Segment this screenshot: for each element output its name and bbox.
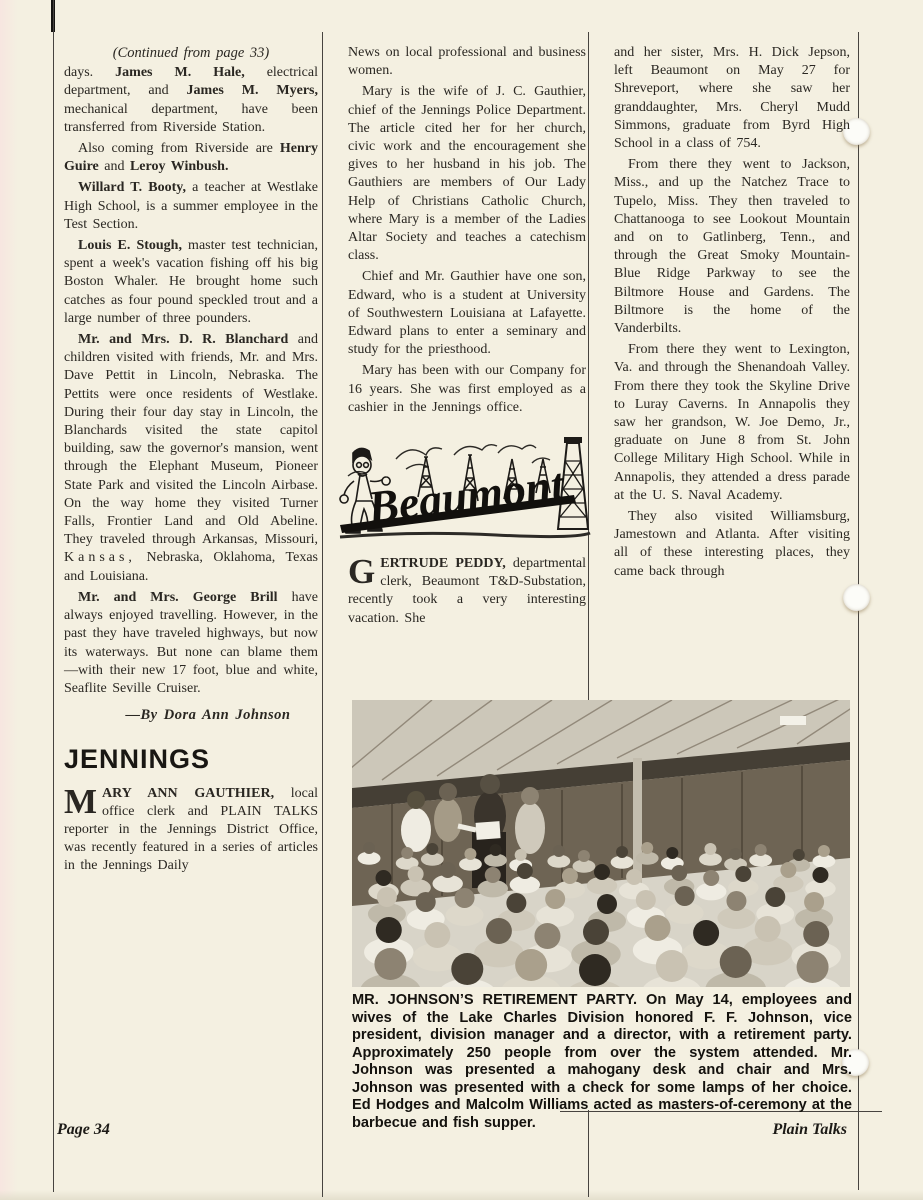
para-block: Louis E. Stough, master test technician, spent a week's vacation fishing off his big Boston Whaler. He brought home such catches as four pound speckled trout and a large number of three pounders. — [64, 238, 318, 326]
column-2-articles — [348, 44, 586, 417]
publication-name: Plain Talks — [772, 1121, 847, 1138]
section-heading: JENNINGS — [64, 744, 211, 775]
column-3 — [614, 44, 850, 584]
para-block: Willard T. Booty, a teacher at Westlake High School, is a summer employee in the Test Section. — [64, 180, 318, 232]
para-block: Mr. and Mrs. D. R. Blanchard and children visited with friends, Mr. and Mrs. Dave Pettit in Lincoln, Nebraska. The Pettits were once residents of Westlake. During their four day stay in Lincoln, the Blanchards visited the state capitol building, saw the governor's mansion, went through the Elephant Museum, Pioneer State Park and visited the Lincoln Airbase. On the way home they visited Turner Falls, Frontier Land and Old Abeline. They traveled through Arkansas, Missouri, Kansas, Nebraska, Oklahoma, Texas and Louisiana. — [64, 332, 319, 584]
column-2 — [348, 44, 586, 631]
beaumont-logo-text: Beaumont — [365, 458, 567, 533]
dropcap-block: GERTRUDE PEDDY, departmental clerk, Beaumont T&D-Substation, recently took a very interesting vacation. She — [348, 552, 586, 626]
drop-cap: G — [348, 552, 376, 592]
para-block: From there they went to Lexington, Va. and through the Shenandoah Valley. From there they took the Skyline Drive to Luray Caverns. In Annapolis they saw her grandson, W. Joe Demo, Jr., graduate on June 8 from St. John College Military High School. While in Annapolis, they attended a dress parade at the U. S. Naval Academy. — [614, 342, 850, 503]
binder-hole — [843, 584, 870, 611]
column-1 — [64, 44, 318, 879]
para-block: Mary is the wife of J. C. Gauthier, chief of the Jennings Police Department. The article cited her for her church, civic work and the encouragement she gives to her husband in his job. The Gauthiers are members of Our Lady Help of Christians Catholic Church, where Mary is a member of the Ladies Altar Society and teaches a catechism class. — [348, 84, 586, 264]
column-divider-1 — [322, 32, 323, 1197]
beaumont-logo — [336, 429, 592, 547]
para-block: From there they went to Jackson, Miss., and up the Natchez Trace to Tupelo, Miss. They then traveled to Chattanooga to see Lookout Mountain and on to Gatlinberg, Tenn., and through the Great Smoky Mountain-Blue Ridge Parkway to see the Biltmore House and Gardens. The Biltmore is the home of the Vanderbilts. — [614, 157, 850, 337]
photo-caption: MR. JOHNSON’S RETIREMENT PARTY. On May 14, employees and wives of the Lake Charles Division honored F. F. Johnson, vice president, division manager and a director, with a retirement party. Approximately 250 people from over the system attended. Mr. Johnson was presented a mahogany desk and chair and Mrs. Johnson was presented with a check for some lamps of her choice. Ed Hodges and Malcolm Williams acted as masters-of-ceremony at the barbecue and fish supper. — [352, 992, 852, 1131]
drop-cap: M — [64, 781, 98, 821]
para-block: Chief and Mr. Gauthier have one son, Edward, who is a student at University of Southwestern Louisiana at Lafayette. Edward plans to enter a seminary and study for the priesthood. — [348, 269, 586, 358]
para-block: Mary has been with our Company for 16 years. She was first employed as a cashier in the Jennings office. — [348, 363, 586, 415]
left-page-rule — [53, 0, 54, 1192]
right-page-rule — [858, 32, 859, 1190]
para-block: days. James M. Hale, electrical department, and James M. Myers, mechanical department, have been transferred from Riverside Station. — [64, 65, 318, 135]
light-fixture — [780, 716, 806, 725]
para-block: They also visited Williamsburg, Jamestown and Atlanta. After visiting all of these interesting places, they came back through — [614, 509, 850, 579]
para-block: News on local professional and business women. — [348, 45, 586, 79]
para-block: Also coming from Riverside are Henry Guire and Leroy Winbush. — [64, 141, 318, 175]
page-bottom-shading — [0, 1190, 923, 1200]
column-divider-2 — [588, 32, 589, 700]
byline-block: —By Dora Ann Johnson — [125, 707, 291, 724]
ground-line — [340, 533, 590, 537]
continued-block: (Continued from page 33) — [112, 45, 270, 61]
dropcap-block: MARY ANN GAUTHIER, local office clerk and PLAIN TALKS reporter in the Jennings District Office, was recently featured in a series of articles in the Jennings Daily — [64, 781, 318, 874]
column-2-articles-continued — [348, 552, 586, 628]
page-edge-shading — [0, 0, 18, 1200]
para-block: and her sister, Mrs. H. Dick Jepson, left Beaumont on May 27 for Shreveport, where she saw her granddaughter, Mrs. Cheryl Mudd Simmons, graduate from Byrd High School in a class of 754. — [614, 45, 850, 152]
retirement-party-photo — [352, 700, 850, 987]
para-block: Mr. and Mrs. George Brill have always enjoyed travelling. However, in the past they have traveled highways, but now its waterways. But none can blame them —with their new 17 foot, blue and white, Seaflite Seville Cruiser. — [64, 589, 319, 696]
page-number: Page 34 — [57, 1121, 110, 1138]
